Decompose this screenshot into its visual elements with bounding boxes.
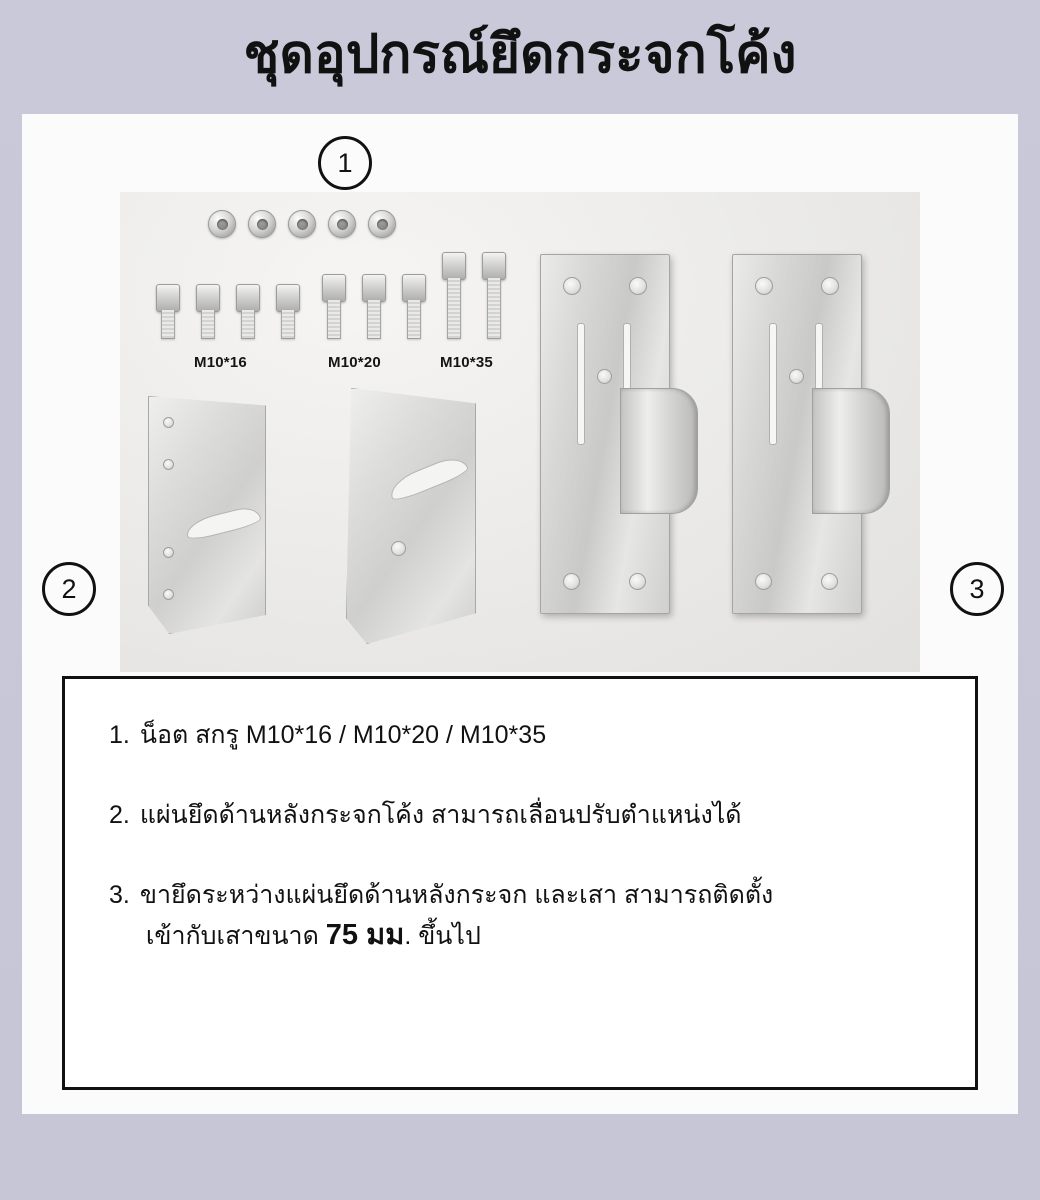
description-item-text: แผ่นยึดด้านหลังกระจกโค้ง สามารถเลื่อนปรับตำแหน่งได้ [139,800,742,829]
description-subtext-prefix: เข้ากับเสาขนาด [145,922,326,951]
bracket-hole [597,369,612,384]
nut-icon [248,210,276,238]
nut-icon [288,210,316,238]
plate-hole [163,589,174,600]
plate-hole [163,417,174,428]
description-item [109,719,931,753]
bracket-curve [812,388,890,514]
bracket-hole [629,573,646,590]
nut-icon [368,210,396,238]
description-item-number: 1. [109,721,130,749]
bolt-size-label: M10*35 [440,354,493,371]
bracket-hole [563,277,581,295]
plate-hole [163,459,174,470]
description-item [109,799,931,833]
description-item-text: น็อต สกรู M10*16 / M10*20 / M10*35 [139,721,547,749]
description-item-number: 2. [109,800,130,829]
plate-slot [184,504,263,542]
page-title-bar [0,26,1040,84]
bracket-curve [620,388,698,514]
bracket-hole [755,277,773,295]
callout-badge-3: 3 [950,562,1004,616]
plate-slot [386,452,470,503]
description-box [62,676,978,1090]
glass-back-plate [148,396,266,634]
bolt-size-label: M10*20 [328,354,381,371]
description-item-subtext [140,916,931,955]
nut-icon [208,210,236,238]
plate-hole [391,541,406,556]
bracket-hole [821,277,839,295]
page-title: ชุดอุปกรณ์ยึดกระจกโค้ง [243,25,797,84]
callout-badge-2: 2 [42,562,96,616]
bolt-size-label: M10*16 [194,354,247,371]
description-item-text: ขายึดระหว่างแผ่นยึดด้านหลังกระจก และเสา สามารถติดตั้ง [139,880,774,909]
post-size-value: 75 มม [325,919,405,952]
callout-badge-1: 1 [318,136,372,190]
bracket-hole [755,573,772,590]
glass-back-plate [346,388,476,644]
bracket-slot [577,323,585,445]
description-subtext-suffix: . ขึ้นไป [404,922,481,951]
bracket-hole [789,369,804,384]
bracket-hole [629,277,647,295]
bracket-slot [769,323,777,445]
description-item-number: 3. [109,880,130,909]
description-item [109,879,931,956]
product-photo [120,192,920,672]
description-item-text-wrapper [140,879,931,956]
plate-hole [163,547,174,558]
bracket-hole [821,573,838,590]
product-photo-image [120,192,920,672]
bracket-hole [563,573,580,590]
nut-icon [328,210,356,238]
